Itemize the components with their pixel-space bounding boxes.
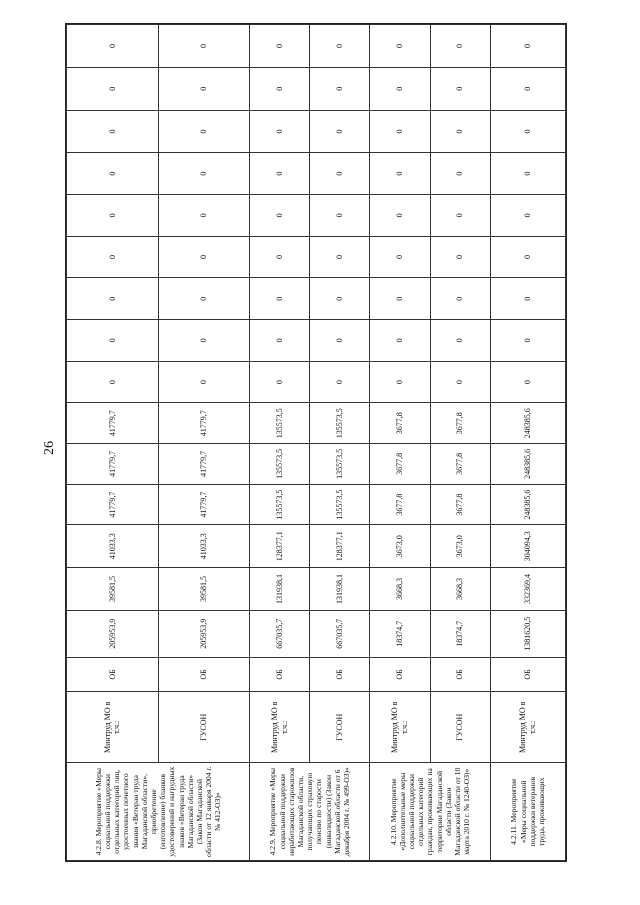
- amount-cell: 0: [158, 236, 250, 278]
- amount-cell: 0: [67, 320, 159, 362]
- amount-cell: 135573,5: [250, 444, 310, 485]
- amount-cell: 41779,7: [67, 484, 159, 525]
- amount-cell: 135573,5: [310, 484, 370, 525]
- amount-cell: 0: [67, 110, 159, 153]
- amount-cell: 0: [430, 110, 490, 153]
- amount-cell: 39581,5: [67, 568, 159, 611]
- amount-cell: 0: [67, 25, 159, 68]
- funding-source: ОБ: [490, 657, 565, 692]
- amount-cell: 3677,8: [370, 444, 430, 485]
- amount-cell: 0: [430, 320, 490, 362]
- table-row: [490, 25, 565, 861]
- amount-cell: 205953,9: [67, 610, 159, 657]
- amount-cell: 3677,8: [370, 484, 430, 525]
- amount-cell: 0: [67, 67, 159, 110]
- amount-cell: 0: [430, 153, 490, 195]
- amount-cell: 0: [158, 67, 250, 110]
- amount-cell: 3668,3: [370, 568, 430, 611]
- activity-description: 4.2.10. Мероприятие «Дополнительные меры социальной поддержки отдельных категорий граждан, проживающих на территории Магаданской области (Закон Магаданской области от 10 марта 2010 г. № 1240-ОЗ)»: [370, 763, 490, 861]
- amount-cell: 0: [250, 153, 310, 195]
- amount-cell: 0: [310, 236, 370, 278]
- amount-cell: 41779,7: [67, 403, 159, 444]
- amount-cell: 0: [490, 67, 565, 110]
- amount-cell: 0: [370, 25, 430, 68]
- table-row: [430, 25, 490, 861]
- amount-cell: 0: [158, 153, 250, 195]
- amount-cell: 135573,5: [310, 444, 370, 485]
- amount-cell: 3673,0: [370, 525, 430, 568]
- amount-cell: 0: [310, 194, 370, 236]
- amount-cell: 3668,3: [430, 568, 490, 611]
- amount-cell: 41779,7: [158, 484, 250, 525]
- amount-cell: 0: [430, 25, 490, 68]
- executor-name: Минтруд МО в т.ч.:: [490, 692, 565, 763]
- table-row: [158, 25, 250, 861]
- amount-cell: 41779,7: [158, 403, 250, 444]
- amount-cell: 3677,8: [430, 484, 490, 525]
- amount-cell: 0: [158, 320, 250, 362]
- amount-cell: 0: [250, 236, 310, 278]
- amount-cell: 0: [310, 361, 370, 403]
- amount-cell: 0: [490, 320, 565, 362]
- funding-source: ОБ: [430, 657, 490, 692]
- amount-cell: 3673,0: [430, 525, 490, 568]
- amount-cell: 205953,9: [158, 610, 250, 657]
- amount-cell: 304094,3: [490, 525, 565, 568]
- amount-cell: 3677,8: [370, 403, 430, 444]
- amount-cell: 135573,5: [250, 484, 310, 525]
- amount-cell: 0: [158, 194, 250, 236]
- amount-cell: 0: [158, 361, 250, 403]
- amount-cell: 0: [490, 194, 565, 236]
- funding-source: ОБ: [310, 657, 370, 692]
- amount-cell: 0: [67, 153, 159, 195]
- amount-cell: 0: [310, 110, 370, 153]
- amount-cell: 0: [67, 236, 159, 278]
- amount-cell: 0: [310, 25, 370, 68]
- activity-description: 4.2.8. Мероприятие «Меры социальной поддержки отдельных категорий лиц, удостоенных почетного звания «Ветеран труда Магаданской области», приобретение (изготовление) бланков удостоверений и нагрудных знаков «Ветеран труда Магаданской области» (Закон Магаданской области от 12 января 2004 г. № 412-ОЗ)»: [67, 763, 250, 861]
- amount-cell: 667035,7: [310, 610, 370, 657]
- amount-cell: 0: [250, 25, 310, 68]
- amount-cell: 0: [250, 278, 310, 320]
- amount-cell: 128377,1: [250, 525, 310, 568]
- executor-name: ГУСОН: [310, 692, 370, 763]
- amount-cell: 0: [250, 110, 310, 153]
- amount-cell: 0: [158, 110, 250, 153]
- amount-cell: 128377,1: [310, 525, 370, 568]
- amount-cell: 248385,6: [490, 484, 565, 525]
- amount-cell: 0: [370, 361, 430, 403]
- amount-cell: 41033,3: [158, 525, 250, 568]
- amount-cell: 0: [250, 361, 310, 403]
- page-number: 26: [42, 441, 57, 455]
- amount-cell: 0: [250, 67, 310, 110]
- funding-source: ОБ: [158, 657, 250, 692]
- amount-cell: 0: [370, 194, 430, 236]
- rotated-table-container: [66, 24, 566, 861]
- executor-name: Минтруд МО в т.ч.:: [370, 692, 430, 763]
- table-row: [250, 25, 310, 861]
- amount-cell: 0: [490, 110, 565, 153]
- amount-cell: 39581,5: [158, 568, 250, 611]
- amount-cell: 0: [67, 278, 159, 320]
- executor-name: Минтруд МО в т.ч.:: [250, 692, 310, 763]
- table-row: [370, 25, 430, 861]
- amount-cell: 0: [310, 153, 370, 195]
- table-row: [67, 25, 159, 861]
- amount-cell: 0: [67, 194, 159, 236]
- amount-cell: 0: [430, 278, 490, 320]
- amount-cell: 18374,7: [430, 610, 490, 657]
- executor-name: Минтруд МО в т.ч.:: [67, 692, 159, 763]
- amount-cell: 332369,4: [490, 568, 565, 611]
- budget-table: [66, 24, 566, 861]
- executor-name: ГУСОН: [430, 692, 490, 763]
- amount-cell: 135573,5: [310, 403, 370, 444]
- executor-name: ГУСОН: [158, 692, 250, 763]
- amount-cell: 0: [490, 153, 565, 195]
- activity-description: 4.2.11. Мероприятие «Меры социальной поддержки ветеранов труда, проживающих: [490, 763, 565, 861]
- amount-cell: 248385,6: [490, 403, 565, 444]
- amount-cell: 3677,8: [430, 403, 490, 444]
- amount-cell: 0: [490, 236, 565, 278]
- amount-cell: 0: [430, 361, 490, 403]
- amount-cell: 1381620,5: [490, 610, 565, 657]
- amount-cell: 3677,8: [430, 444, 490, 485]
- amount-cell: 0: [370, 110, 430, 153]
- amount-cell: 0: [310, 67, 370, 110]
- amount-cell: 0: [430, 67, 490, 110]
- amount-cell: 0: [370, 236, 430, 278]
- amount-cell: 41033,3: [67, 525, 159, 568]
- amount-cell: 0: [250, 194, 310, 236]
- activity-description: 4.2.9. Мероприятие «Меры социальной поддержки неработающих старожилов Магаданской области, получающих страховую пенсию по старости (инвалидности) (Закон Магаданской области от 6 декабря 2004 г. № 499-ОЗ)»: [250, 763, 370, 861]
- amount-cell: 0: [158, 25, 250, 68]
- budget-table-frame: [65, 23, 567, 862]
- amount-cell: 41779,7: [67, 444, 159, 485]
- amount-cell: 248385,6: [490, 444, 565, 485]
- amount-cell: 0: [490, 361, 565, 403]
- table-row: [310, 25, 370, 861]
- amount-cell: 667035,7: [250, 610, 310, 657]
- amount-cell: 0: [370, 153, 430, 195]
- funding-source: ОБ: [67, 657, 159, 692]
- amount-cell: 0: [490, 25, 565, 68]
- amount-cell: 0: [67, 361, 159, 403]
- funding-source: ОБ: [370, 657, 430, 692]
- amount-cell: 0: [430, 194, 490, 236]
- amount-cell: 0: [370, 278, 430, 320]
- amount-cell: 0: [310, 278, 370, 320]
- amount-cell: 131938,1: [310, 568, 370, 611]
- amount-cell: 0: [310, 320, 370, 362]
- amount-cell: 0: [370, 67, 430, 110]
- amount-cell: 0: [370, 320, 430, 362]
- funding-source: ОБ: [250, 657, 310, 692]
- amount-cell: 0: [430, 236, 490, 278]
- amount-cell: 18374,7: [370, 610, 430, 657]
- amount-cell: 0: [158, 278, 250, 320]
- amount-cell: 41779,7: [158, 444, 250, 485]
- amount-cell: 0: [490, 278, 565, 320]
- amount-cell: 131938,1: [250, 568, 310, 611]
- amount-cell: 135573,5: [250, 403, 310, 444]
- amount-cell: 0: [250, 320, 310, 362]
